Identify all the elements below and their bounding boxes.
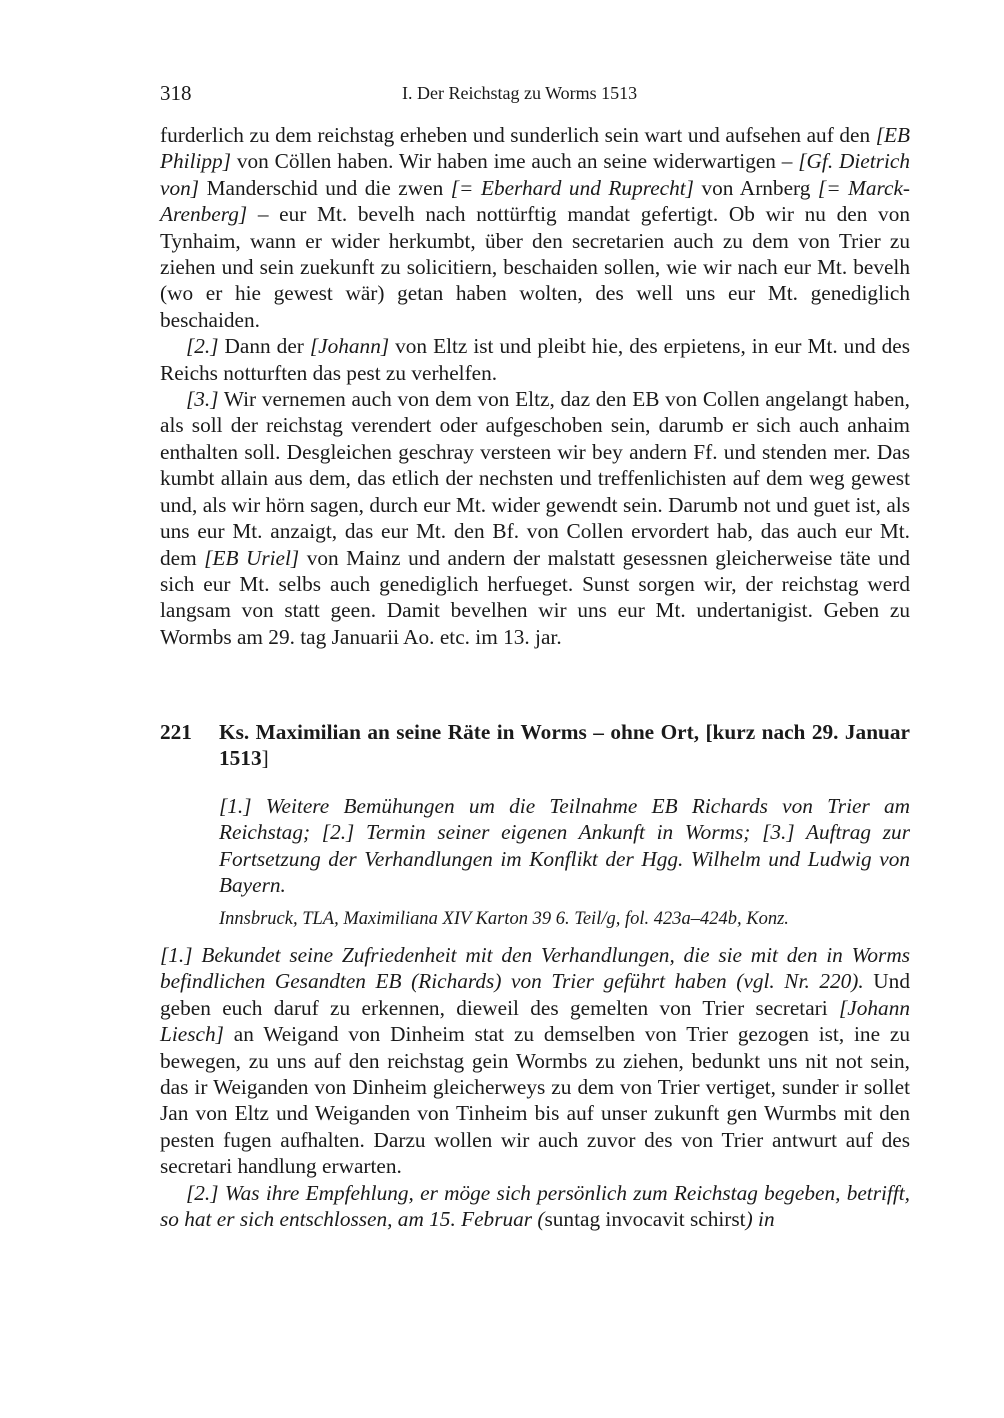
paragraph: [160, 122, 910, 333]
text-run: von Cöllen haben. Wir haben ime auch an seine widerwartigen –: [231, 149, 799, 174]
text-run: Manderschid und die zwen: [199, 175, 451, 200]
text-run: suntag invocavit schirst: [544, 1207, 746, 1232]
running-header: I. Der Reichstag zu Worms 1513: [402, 83, 638, 103]
paragraph: [160, 1180, 910, 1233]
text-run: Wir vernemen auch von dem von Eltz, daz den EB von Collen angelangt haben, als soll der reichstag verendert oder aufgeschoben sein, darumb er sich auch anhaim enthalten soll. Desgleichen geschray versteen wir bey andern Ff. und stenden mer. Das kumbt allain aus dem, das etlich der nechsten und treffenlichisten auf dem weg gewest und, als wir hörn sagen, durch eur Mt. wider gewendt sein. Darumb not und guet ist, als uns eur Mt. anzaigt, das eur Mt. den Bf. von Collen ervordert hab, das auch eur Mt. dem: [160, 387, 910, 570]
italic-text: [2.]: [186, 334, 219, 359]
text-run: von Eltz ist und pleibt hie, des erpietens, in eur Mt. und des Reichs notturften das pest zu verhelfen.: [160, 334, 911, 385]
italic-text: [EB Uriel]: [204, 545, 300, 570]
paragraph: [160, 386, 910, 650]
italic-text: [= Eberhard und Ruprecht]: [450, 175, 694, 200]
source-citation: Innsbruck, TLA, Maximiliana XIV Karton 39 6. Teil/g, fol. 423a–424b, Konz.: [219, 909, 789, 929]
page-number: 318: [160, 81, 192, 105]
italic-text: ) in: [745, 1207, 775, 1232]
document-title-closing: ]: [261, 746, 269, 771]
document-title-text: Ks. Maximilian an seine Räte in Worms – ohne Ort, [kurz nach 29. Januar 1513: [219, 720, 910, 771]
text-run: Dann der: [218, 334, 310, 359]
paragraph: [160, 942, 910, 1180]
document-heading: [160, 719, 910, 772]
text-run: von Mainz und andern der malstatt gesessnen gleicherweise täte und sich eur Mt. selbs auch genediglich herfueget. Sunst sorgen wir, der reichstag werd langsam von statt geen. Damit bevelhen wir uns eur Mt. undertanigist. Geben zu Wormbs am 29. tag Januarii Ao. etc. im 13. jar.: [160, 545, 910, 649]
text-block-document-221: [160, 942, 910, 1232]
text-run: furderlich zu dem reichstag erheben und sunderlich sein wart und aufsehen auf den: [160, 123, 876, 147]
regest-summary: [1.] Weitere Bemühungen um die Teilnahme EB Richards von Trier am Reichstag; [2.] Termin seiner eigenen Ankunft in Worms; [3.] Auftrag zur Fortsetzung der Verhandlungen im Konflikt der Hgg. Wilhelm und Ludwig von Bayern.: [219, 794, 910, 898]
italic-text: [3.]: [186, 387, 219, 412]
text-run: an Weigand von Dinheim stat zu demselben von Trier gezogen ist, ine zu bewegen, zu uns auf den reichstag gein Wormbs zu ziehen, bedunkt uns nit not sein, das ir Weiganden von Dinheim gleicherweys zu dem von Trier vertiget, sunder ir sollet Jan von Eltz und Weiganden von Tinheim bis auf unser zukunft gen Wurmbs mit den pesten fugen aufhalten. Darzu wollen wir auch zuvor des von Trier antwurt auf des secretari handlung erwarten.: [160, 1022, 910, 1179]
italic-text: [= Marck-Arenberg]: [160, 175, 910, 227]
italic-text: [Johann]: [309, 334, 390, 359]
italic-text: [1.] Bekundet seine Zufriedenheit mit den Verhandlungen, die sie mit den in Worms befindlichen Gesandten EB (Richards) von Trier geführt haben (vgl. Nr. 220).: [160, 943, 910, 994]
paragraph: [160, 333, 910, 386]
italic-text: [Gf. Dietrich von]: [160, 149, 910, 200]
text-run: – eur Mt. bevelh nach nottürftig mandat gefertigt. Ob wir nu den von Tynhaim, wann er wider herkumbt, über den secretarien auch zu dem von Trier zu ziehen und sein zuekunft zu solicitiern, beschaiden sollen, wie wir nach eur Mt. bevelh (wo er hie gewest wär) getan haben wolten, des well uns eur Mt. genediglich beschaiden.: [160, 202, 910, 332]
document-title: [219, 719, 910, 772]
italic-text: [Johann Liesch]: [160, 995, 910, 1047]
text-run: Und geben euch daruf zu erkennen, dieweil des gemelten von Trier secretari: [160, 969, 910, 1020]
text-run: von Arnberg: [693, 175, 818, 200]
italic-text: [2.] Was ihre Empfehlung, er möge sich persönlich zum Reichstag begeben, betrifft, so hat er sich entschlossen, am 15. Februar (: [160, 1180, 910, 1232]
document-number: 221: [160, 720, 192, 744]
italic-text: [EB Philipp]: [160, 123, 910, 174]
text-block-top: [160, 122, 910, 650]
